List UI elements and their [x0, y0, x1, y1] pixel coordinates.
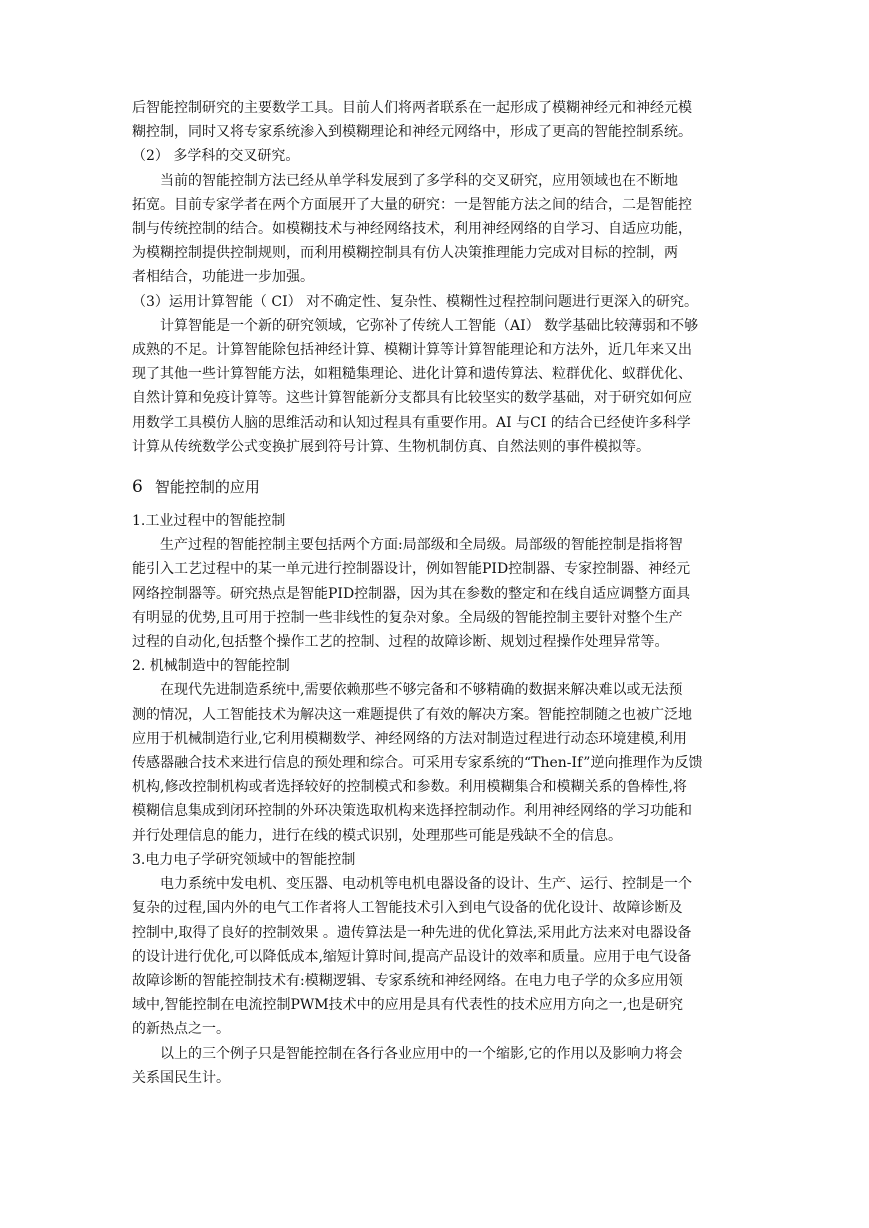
paragraph-line: 网络控制器等。研究热点是智能PID控制器，因为其在参数的整定和在线自适应调整方面具	[132, 585, 691, 602]
paragraph-line: 能引入工艺过程中的某一单元进行控制器设计，例如智能PID控制器、专家控制器、神经元	[132, 561, 691, 578]
paragraph-line: 复杂的过程,国内外的电气工作者将人工智能技术引入到电气设备的优化设计、故障诊断及	[132, 900, 683, 917]
paragraph-line: 的新热点之一。	[132, 1021, 230, 1038]
paragraph-line: 传感器融合技术来进行信息的预处理和综合。可采用专家系统的“Then-If”逆向推理作为反馈	[132, 755, 703, 772]
section-title: 智能控制的应用	[154, 478, 260, 497]
paragraph-line: 的设计进行优化,可以降低成本,缩短计算时间,提高产品设计的效率和质量。应用于电气设备	[132, 948, 692, 965]
paragraph-line: 制与传统控制的结合。如模糊技术与神经网络技术，利用神经网络的自学习、自适应功能，	[132, 221, 692, 238]
paragraph-line: 故障诊断的智能控制技术有:模糊逻辑、专家系统和神经网络。在电力电子学的众多应用领	[132, 972, 683, 989]
paragraph-line: 自然计算和免疫计算等。这些计算智能新分支都具有比较坚实的数学基础，对于研究如何应	[132, 390, 692, 407]
paragraph-line: 在现代先进制造系统中,需要依赖那些不够完备和不够精确的数据来解决难以或无法预	[160, 682, 683, 699]
paragraph-line: 者相结合，功能进一步加强。	[132, 269, 314, 286]
paragraph-line: 以上的三个例子只是智能控制在各行各业应用中的一个缩影,它的作用以及影响力将会	[160, 1045, 683, 1062]
paragraph-line: 机构,修改控制机构或者选择较好的控制模式和参数。利用模糊集合和模糊关系的鲁棒性,将	[132, 779, 687, 796]
paragraph-line: 成熟的不足。计算智能除包括神经计算、模糊计算等计算智能理论和方法外，近几年来又出	[132, 342, 692, 359]
subheading-line: 1.工业过程中的智能控制	[132, 513, 286, 530]
paragraph-line: 生产过程的智能控制主要包括两个方面:局部级和全局级。局部级的智能控制是指将智	[160, 537, 683, 554]
paragraph-line: 测的情况，人工智能技术为解决这一难题提供了有效的解决方案。智能控制随之也被广泛地	[132, 706, 692, 723]
paragraph-line: 计算智能是一个新的研究领域，它弥补了传统人工智能（AI） 数学基础比较薄弱和不够	[160, 317, 699, 334]
paragraph-line: 过程的自动化,包括整个操作工艺的控制、过程的故障诊断、规划过程操作处理异常等。	[132, 634, 669, 651]
document-page	[132, 96, 742, 1090]
paragraph-line: 域中,智能控制在电流控制PWM技术中的应用是具有代表性的技术应用方向之一,也是研究	[132, 997, 684, 1014]
paragraph-line: 控制中,取得了良好的控制效果 。遗传算法是一种先进的优化算法,采用此方法来对电器设备	[132, 924, 692, 941]
section-heading	[132, 473, 742, 501]
paragraph-line: 有明显的优势,且可用于控制一些非线性的复杂对象。全局级的智能控制主要针对整个生产	[132, 609, 683, 626]
paragraph-line: 关系国民生计。	[132, 1069, 230, 1086]
subheading-line: （2） 多学科的交叉研究。	[132, 148, 300, 165]
paragraph-line: 拓宽。目前专家学者在两个方面展开了大量的研究：一是智能方法之间的结合，二是智能控	[132, 196, 692, 213]
section-5-content	[132, 96, 742, 459]
subheading-line: 糊控制，同时又将专家系统渗入到模糊理论和神经元网络中，形成了更高的智能控制系统。	[132, 124, 692, 141]
subheading-line: 3.电力电子学研究领域中的智能控制	[132, 851, 356, 868]
section-number: 6	[132, 477, 143, 498]
paragraph-line: 电力系统中发电机、变压器、电动机等电机电器设备的设计、生产、运行、控制是一个	[160, 876, 692, 893]
paragraph-line: 模糊信息集成到闭环控制的外环决策选取机构来选择控制动作。利用神经网络的学习功能和	[132, 803, 692, 820]
subheading-line: 后智能控制研究的主要数学工具。目前人们将两者联系在一起形成了模糊神经元和神经元模	[132, 100, 692, 116]
paragraph-line: 用数学工具模仿人脑的思维活动和认知过程具有重要作用。AI 与CI 的结合已经使许多科学	[132, 414, 691, 431]
section-6-content	[132, 509, 742, 1090]
paragraph-line: 应用于机械制造行业,它利用模糊数学、神经网络的方法对制造过程进行动态环境建模,利用	[132, 730, 687, 747]
paragraph-line: 并行处理信息的能力，进行在线的模式识别，处理那些可能是残缺不全的信息。	[132, 827, 622, 844]
paragraph-line: 现了其他一些计算智能方法，如粗糙集理论、进化计算和遗传算法、粒群优化、蚁群优化、	[132, 366, 692, 383]
paragraph-line: 为模糊控制提供控制规则，而利用模糊控制具有仿人决策推理能力完成对目标的控制，两	[132, 245, 678, 262]
paragraph-line: 当前的智能控制方法已经从单学科发展到了多学科的交叉研究，应用领域也在不断地	[160, 172, 678, 189]
paragraph-line: 计算从传统数学公式变换扩展到符号计算、生物机制仿真、自然法则的事件模拟等。	[132, 438, 650, 455]
subheading-line: （3）运用计算智能（ CI） 对不确定性、复杂性、模糊性过程控制问题进行更深入的研究。	[132, 293, 699, 310]
subheading-line: 2. 机械制造中的智能控制	[132, 658, 290, 675]
